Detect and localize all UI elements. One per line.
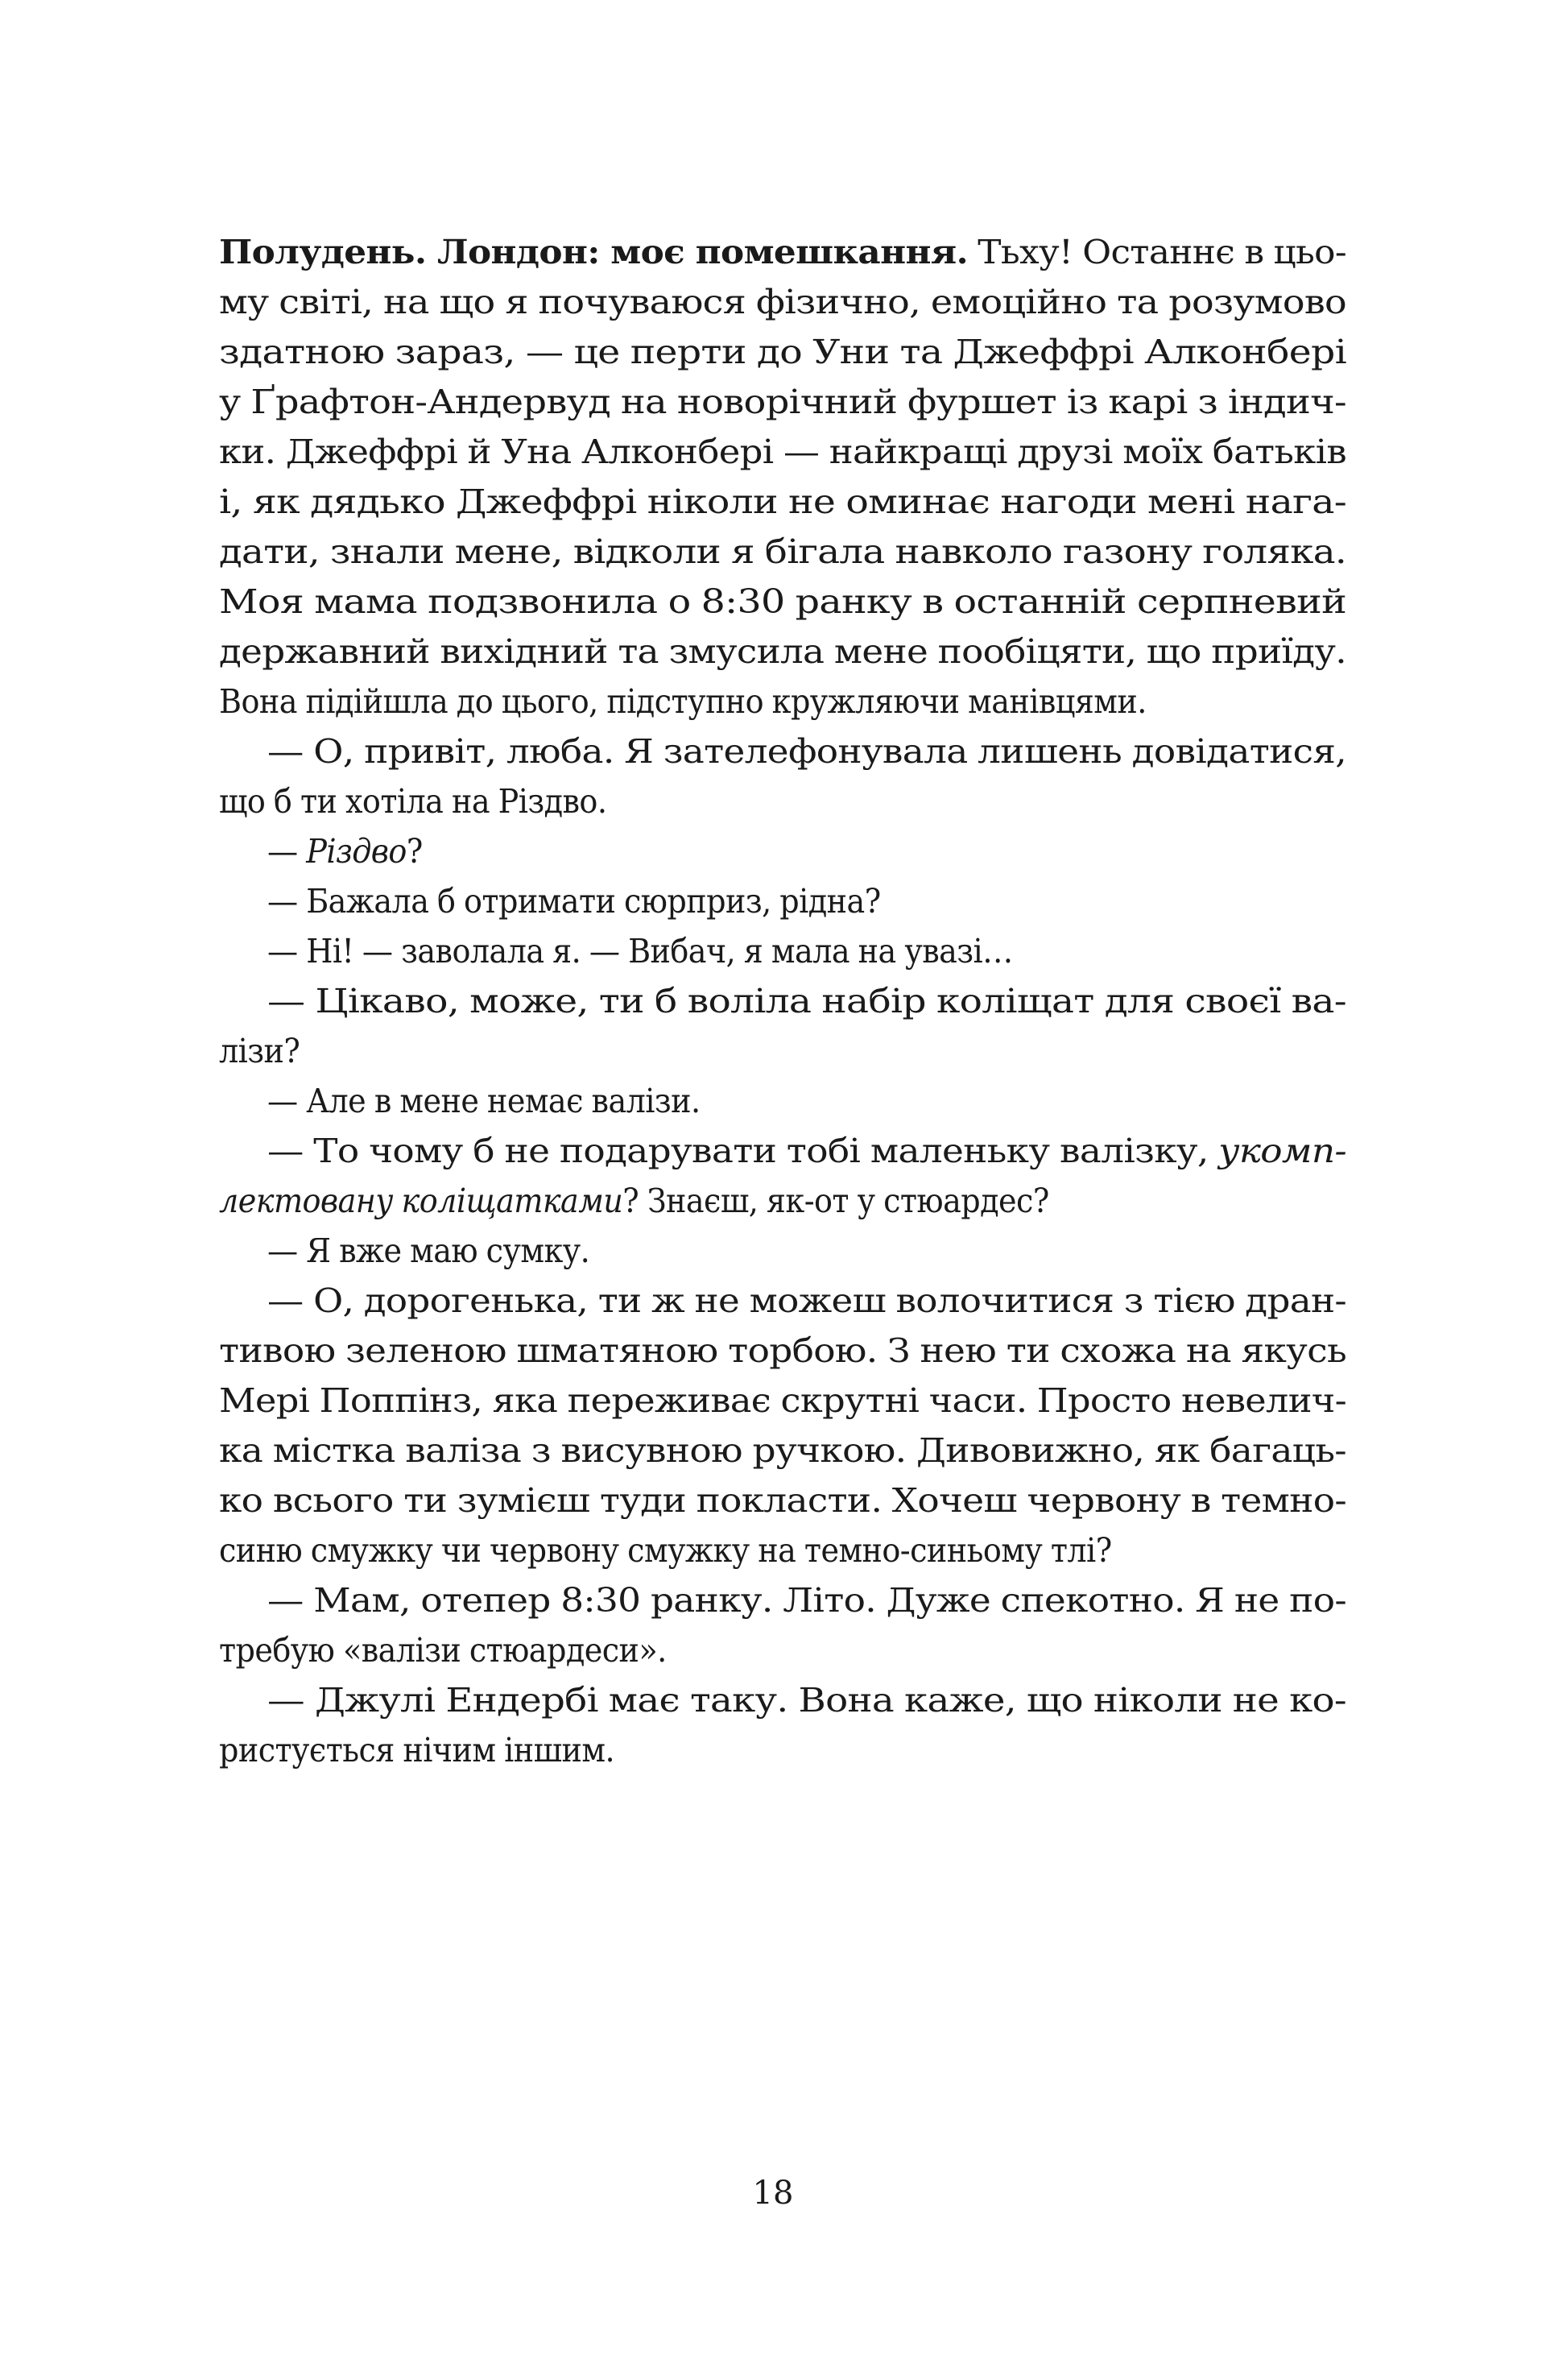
paragraph [219, 1575, 1346, 1675]
text-line [219, 776, 1346, 826]
paragraph [219, 1076, 1346, 1126]
paragraph [219, 876, 1346, 926]
text-run: — Я вже маю сумку. [267, 1231, 590, 1270]
text-run: у Ґрафтон-Андервуд на новорічний фуршет із карі з індич- [219, 383, 1346, 421]
text-line [219, 327, 1346, 377]
text-line [219, 577, 1346, 627]
text-run: ? [406, 832, 423, 871]
paragraph [219, 926, 1346, 976]
text-line [219, 976, 1346, 1026]
text-line [219, 1675, 1346, 1725]
text-line [219, 1575, 1346, 1625]
page-number: 18 [752, 2175, 794, 2212]
text-run: — О, дорогенька, ти ж не можеш волочитися з тією дран- [267, 1281, 1346, 1320]
text-line [219, 1725, 1346, 1775]
italic-run: лектовану коліщатками [219, 1182, 623, 1220]
text-line [219, 1076, 1346, 1126]
text-line [219, 1176, 1346, 1226]
text-line [219, 427, 1346, 477]
paragraph [219, 1126, 1346, 1226]
italic-run: укомп- [1218, 1132, 1346, 1170]
text-line [219, 1126, 1346, 1176]
text-run: ки. Джеффрі й Уна Алконбері — найкращі друзі моїх батьків [219, 433, 1346, 471]
text-run: синю смужку чи червону смужку на темно-синьому тлі? [219, 1531, 1112, 1570]
text-line [219, 1226, 1346, 1276]
text-run: що б ти хотіла на Різдво. [219, 782, 607, 821]
text-line [219, 876, 1346, 926]
text-run: Вона підійшла до цього, підступно кружляючи манівцями. [219, 682, 1147, 721]
text-run: му світі, на що я почуваюся фізично, емоційно та розумово [219, 283, 1346, 321]
text-run: ристується нічим іншим. [219, 1731, 615, 1769]
text-line [219, 1376, 1346, 1426]
text-run: — То чому б не подарувати тобі маленьку валізку, [267, 1132, 1219, 1170]
paragraph [219, 227, 1346, 726]
text-line [219, 1625, 1346, 1675]
text-line [219, 677, 1346, 726]
text-run: ка містка валіза з висувною ручкою. Дивовижно, як багаць- [219, 1431, 1346, 1470]
text-run: — Цікаво, може, ти б воліла набір коліщат для своєї ва- [267, 982, 1346, 1020]
text-run: требую «валізи стюардеси». [219, 1631, 667, 1670]
text-run: — [267, 832, 307, 871]
text-run: державний вихідний та змусила мене пообіцяти, що приїду. [219, 632, 1346, 671]
text-line [219, 1276, 1346, 1326]
text-run: і, як дядько Джеффрі ніколи не оминає нагоди мені нага- [219, 482, 1346, 521]
text-run: Тьху! Останнє в цьо- [968, 233, 1346, 271]
text-line [219, 1426, 1346, 1476]
text-line [219, 627, 1346, 677]
text-line [219, 227, 1346, 277]
text-run: здатною зараз, — це перти до Уни та Джеффрі Алконбері [219, 333, 1346, 371]
text-line [219, 277, 1346, 327]
italic-run: Різдво [306, 832, 407, 871]
paragraph [219, 1675, 1346, 1775]
text-line [219, 726, 1346, 776]
text-line [219, 826, 1346, 876]
paragraph [219, 976, 1346, 1076]
text-run: тивою зеленою шматяною торбою. З нею ти схожа на якусь [219, 1331, 1346, 1370]
paragraph [219, 726, 1346, 826]
text-run: лізи? [219, 1032, 300, 1070]
text-line [219, 477, 1346, 527]
text-run: — Ні! — заволала я. — Вибач, я мала на увазі… [267, 932, 1013, 971]
text-line [219, 926, 1346, 976]
text-run: ко всього ти зумієш туди покласти. Хочеш червону в темно- [219, 1481, 1346, 1520]
text-run: ? Знаєш, як-от у стюардес? [622, 1182, 1049, 1220]
text-line [219, 1525, 1346, 1575]
text-run: Мері Поппінз, яка переживає скрутні часи. Просто невелич- [219, 1381, 1347, 1420]
bold-run: Полудень. Лондон: моє помешкання. [219, 233, 969, 271]
text-line [219, 377, 1346, 427]
text-line [219, 1476, 1346, 1525]
text-run: дати, знали мене, відколи я бігала навколо газону голяка. [219, 532, 1346, 571]
text-line [219, 1326, 1346, 1376]
text-run: — О, привіт, люба. Я зателефонувала лишень довідатися, [267, 732, 1346, 771]
paragraph [219, 1276, 1346, 1575]
paragraph [219, 1226, 1346, 1276]
text-run: — Бажала б отримати сюрприз, рідна? [267, 882, 881, 921]
text-run: — Джулі Ендербі має таку. Вона каже, що ніколи не ко- [267, 1681, 1346, 1720]
text-line [219, 527, 1346, 577]
text-run: — Але в мене немає валізи. [267, 1082, 701, 1120]
text-run: — Мам, отепер 8:30 ранку. Літо. Дуже спекотно. Я не по- [267, 1581, 1346, 1620]
paragraph [219, 826, 1346, 876]
body-text [219, 227, 1346, 1775]
text-run: Моя мама подзвонила о 8:30 ранку в останній серпневий [219, 582, 1346, 621]
text-line [219, 1026, 1346, 1076]
